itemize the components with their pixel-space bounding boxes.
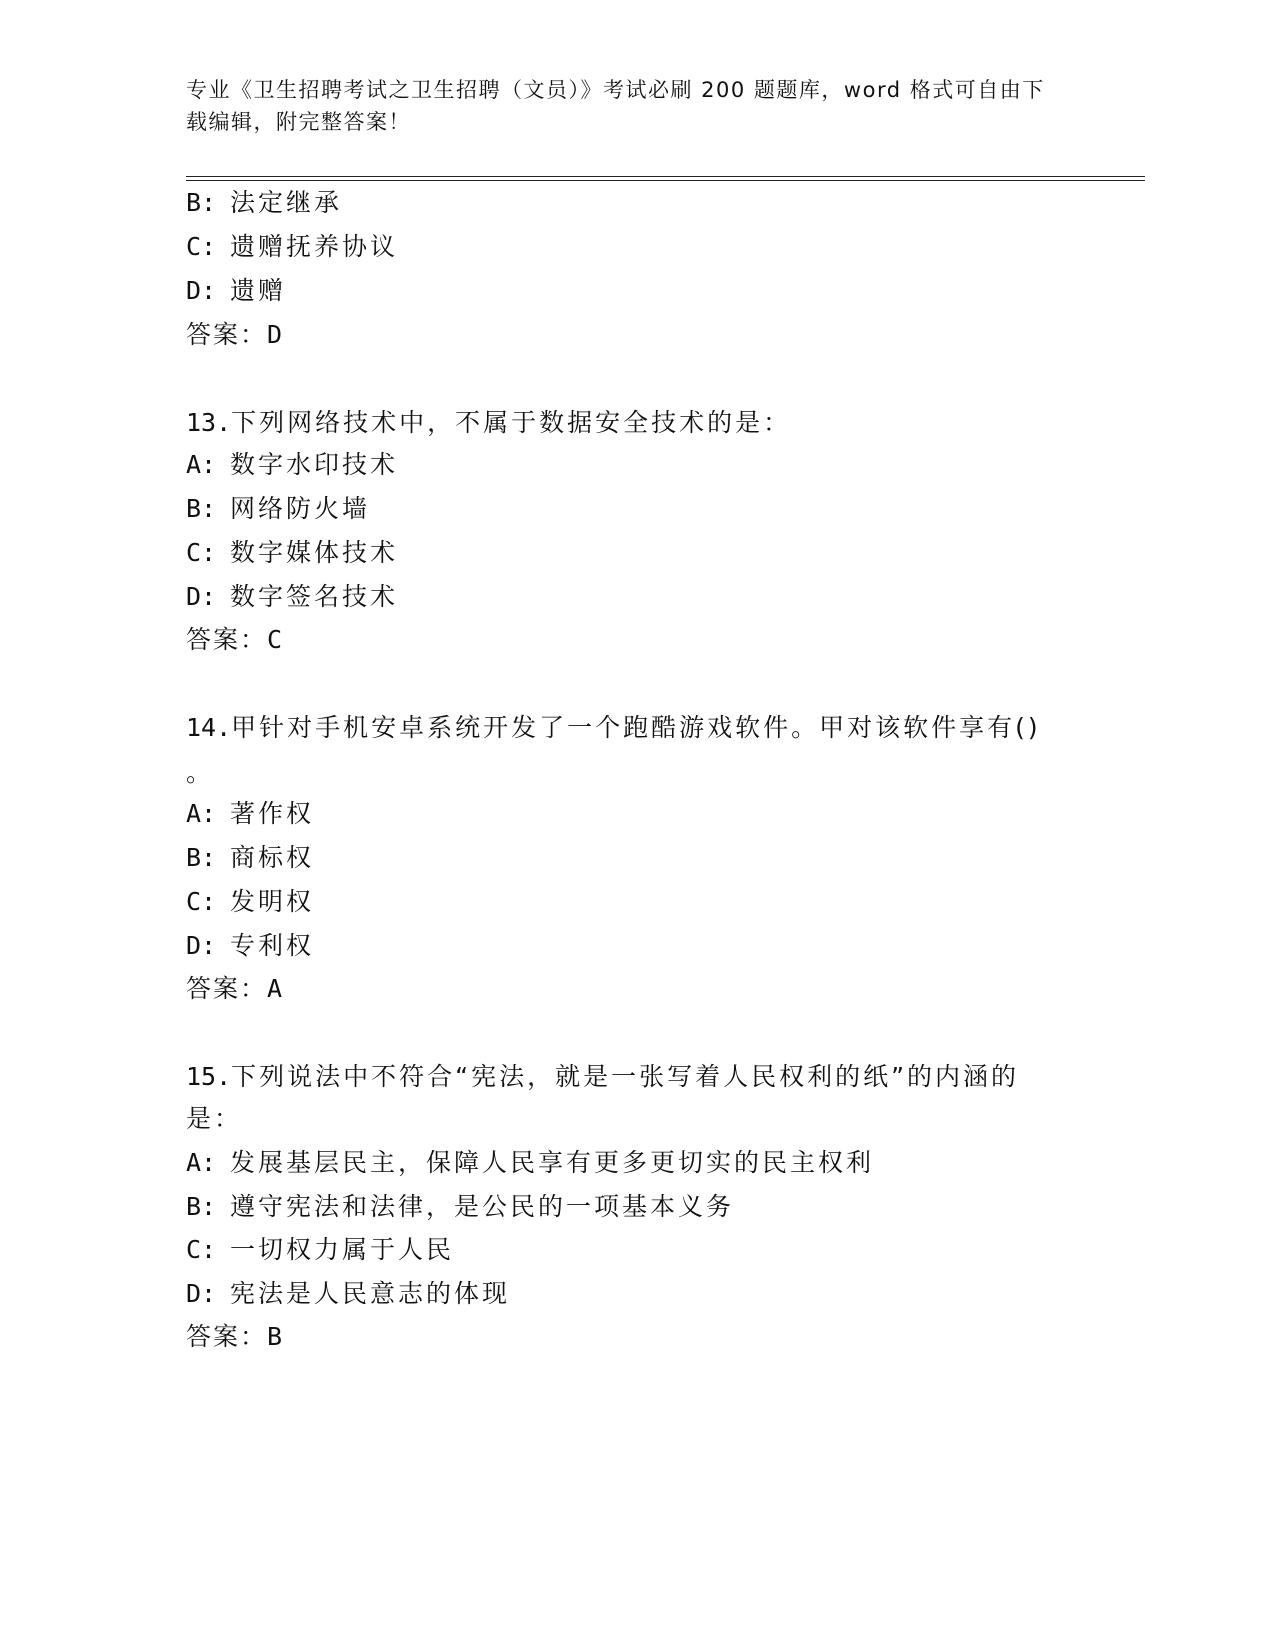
q15-option-d <box>186 1279 510 1309</box>
option-key: D: <box>186 1279 217 1308</box>
answer-label: 答案： <box>186 1322 268 1351</box>
option-key: C: <box>186 232 217 261</box>
option-key: D: <box>186 582 217 611</box>
answer-value: A <box>267 974 283 1003</box>
option-text: 遗赠抚养协议 <box>230 232 399 261</box>
q13-option-b <box>186 494 370 524</box>
q15-option-c <box>186 1235 454 1265</box>
answer-value: C <box>267 625 283 654</box>
option-key: B: <box>186 188 217 217</box>
prev-answer <box>186 320 282 350</box>
option-key: A: <box>186 450 217 479</box>
option-text: 网络防火墙 <box>230 494 371 523</box>
header-divider <box>186 176 1145 181</box>
q15-answer <box>186 1322 282 1352</box>
option-key: D: <box>186 931 217 960</box>
q14-answer <box>186 974 282 1004</box>
answer-label: 答案： <box>186 974 268 1003</box>
q13-answer <box>186 625 282 655</box>
question-stem: 下列说法中不符合“宪法，就是一张写着人民权利的纸”的内涵的 <box>231 1062 1020 1091</box>
option-text: 商标权 <box>230 843 315 872</box>
option-key: B: <box>186 494 217 523</box>
question-15-text <box>186 1062 1019 1092</box>
option-key: C: <box>186 887 217 916</box>
question-stem: 甲针对手机安卓系统开发了一个跑酷游戏软件。甲对该软件享有() <box>231 713 1041 742</box>
question-13-text <box>186 408 791 438</box>
option-key: C: <box>186 538 217 567</box>
option-key: C: <box>186 1235 217 1264</box>
question-number: 15. <box>186 1062 232 1091</box>
document-header: 专业《卫生招聘考试之卫生招聘（文员）》考试必刷 200 题题库，word 格式可自由下载编辑，附完整答案！ <box>186 78 1045 134</box>
prev-option-b <box>186 188 342 218</box>
option-text: 数字水印技术 <box>230 450 399 479</box>
option-text: 著作权 <box>230 799 315 828</box>
question-stem: 下列网络技术中，不属于数据安全技术的是： <box>231 408 792 437</box>
option-text: 发明权 <box>230 887 315 916</box>
question-14-text <box>186 713 1041 743</box>
option-text: 发展基层民主，保障人民享有更多更切实的民主权利 <box>230 1148 875 1177</box>
prev-option-c <box>186 232 398 262</box>
prev-option-d <box>186 276 286 306</box>
q14-option-a <box>186 799 314 829</box>
option-text: 一切权力属于人民 <box>230 1235 455 1264</box>
option-text: 遗赠 <box>230 276 287 305</box>
question-number: 14. <box>186 713 232 742</box>
q13-option-d <box>186 582 398 612</box>
question-14-text-cont: 。 <box>186 758 215 787</box>
option-text: 专利权 <box>230 931 315 960</box>
option-key: B: <box>186 1192 217 1221</box>
answer-value: B <box>267 1322 283 1351</box>
answer-label: 答案： <box>186 320 268 349</box>
q14-option-b <box>186 843 314 873</box>
q13-option-a <box>186 450 398 480</box>
answer-value: D <box>267 320 283 349</box>
option-text: 法定继承 <box>230 188 343 217</box>
option-text: 宪法是人民意志的体现 <box>230 1279 511 1308</box>
option-key: D: <box>186 276 217 305</box>
q13-option-c <box>186 538 398 568</box>
option-text: 数字签名技术 <box>230 582 399 611</box>
option-text: 遵守宪法和法律，是公民的一项基本义务 <box>230 1192 735 1221</box>
option-key: B: <box>186 843 217 872</box>
q15-option-a <box>186 1148 874 1178</box>
question-15-text-cont: 是： <box>186 1104 243 1133</box>
question-number: 13. <box>186 408 232 437</box>
option-key: A: <box>186 799 217 828</box>
answer-label: 答案： <box>186 625 268 654</box>
q15-option-b <box>186 1192 734 1222</box>
option-text: 数字媒体技术 <box>230 538 399 567</box>
option-key: A: <box>186 1148 217 1177</box>
q14-option-c <box>186 887 314 917</box>
q14-option-d <box>186 931 314 961</box>
